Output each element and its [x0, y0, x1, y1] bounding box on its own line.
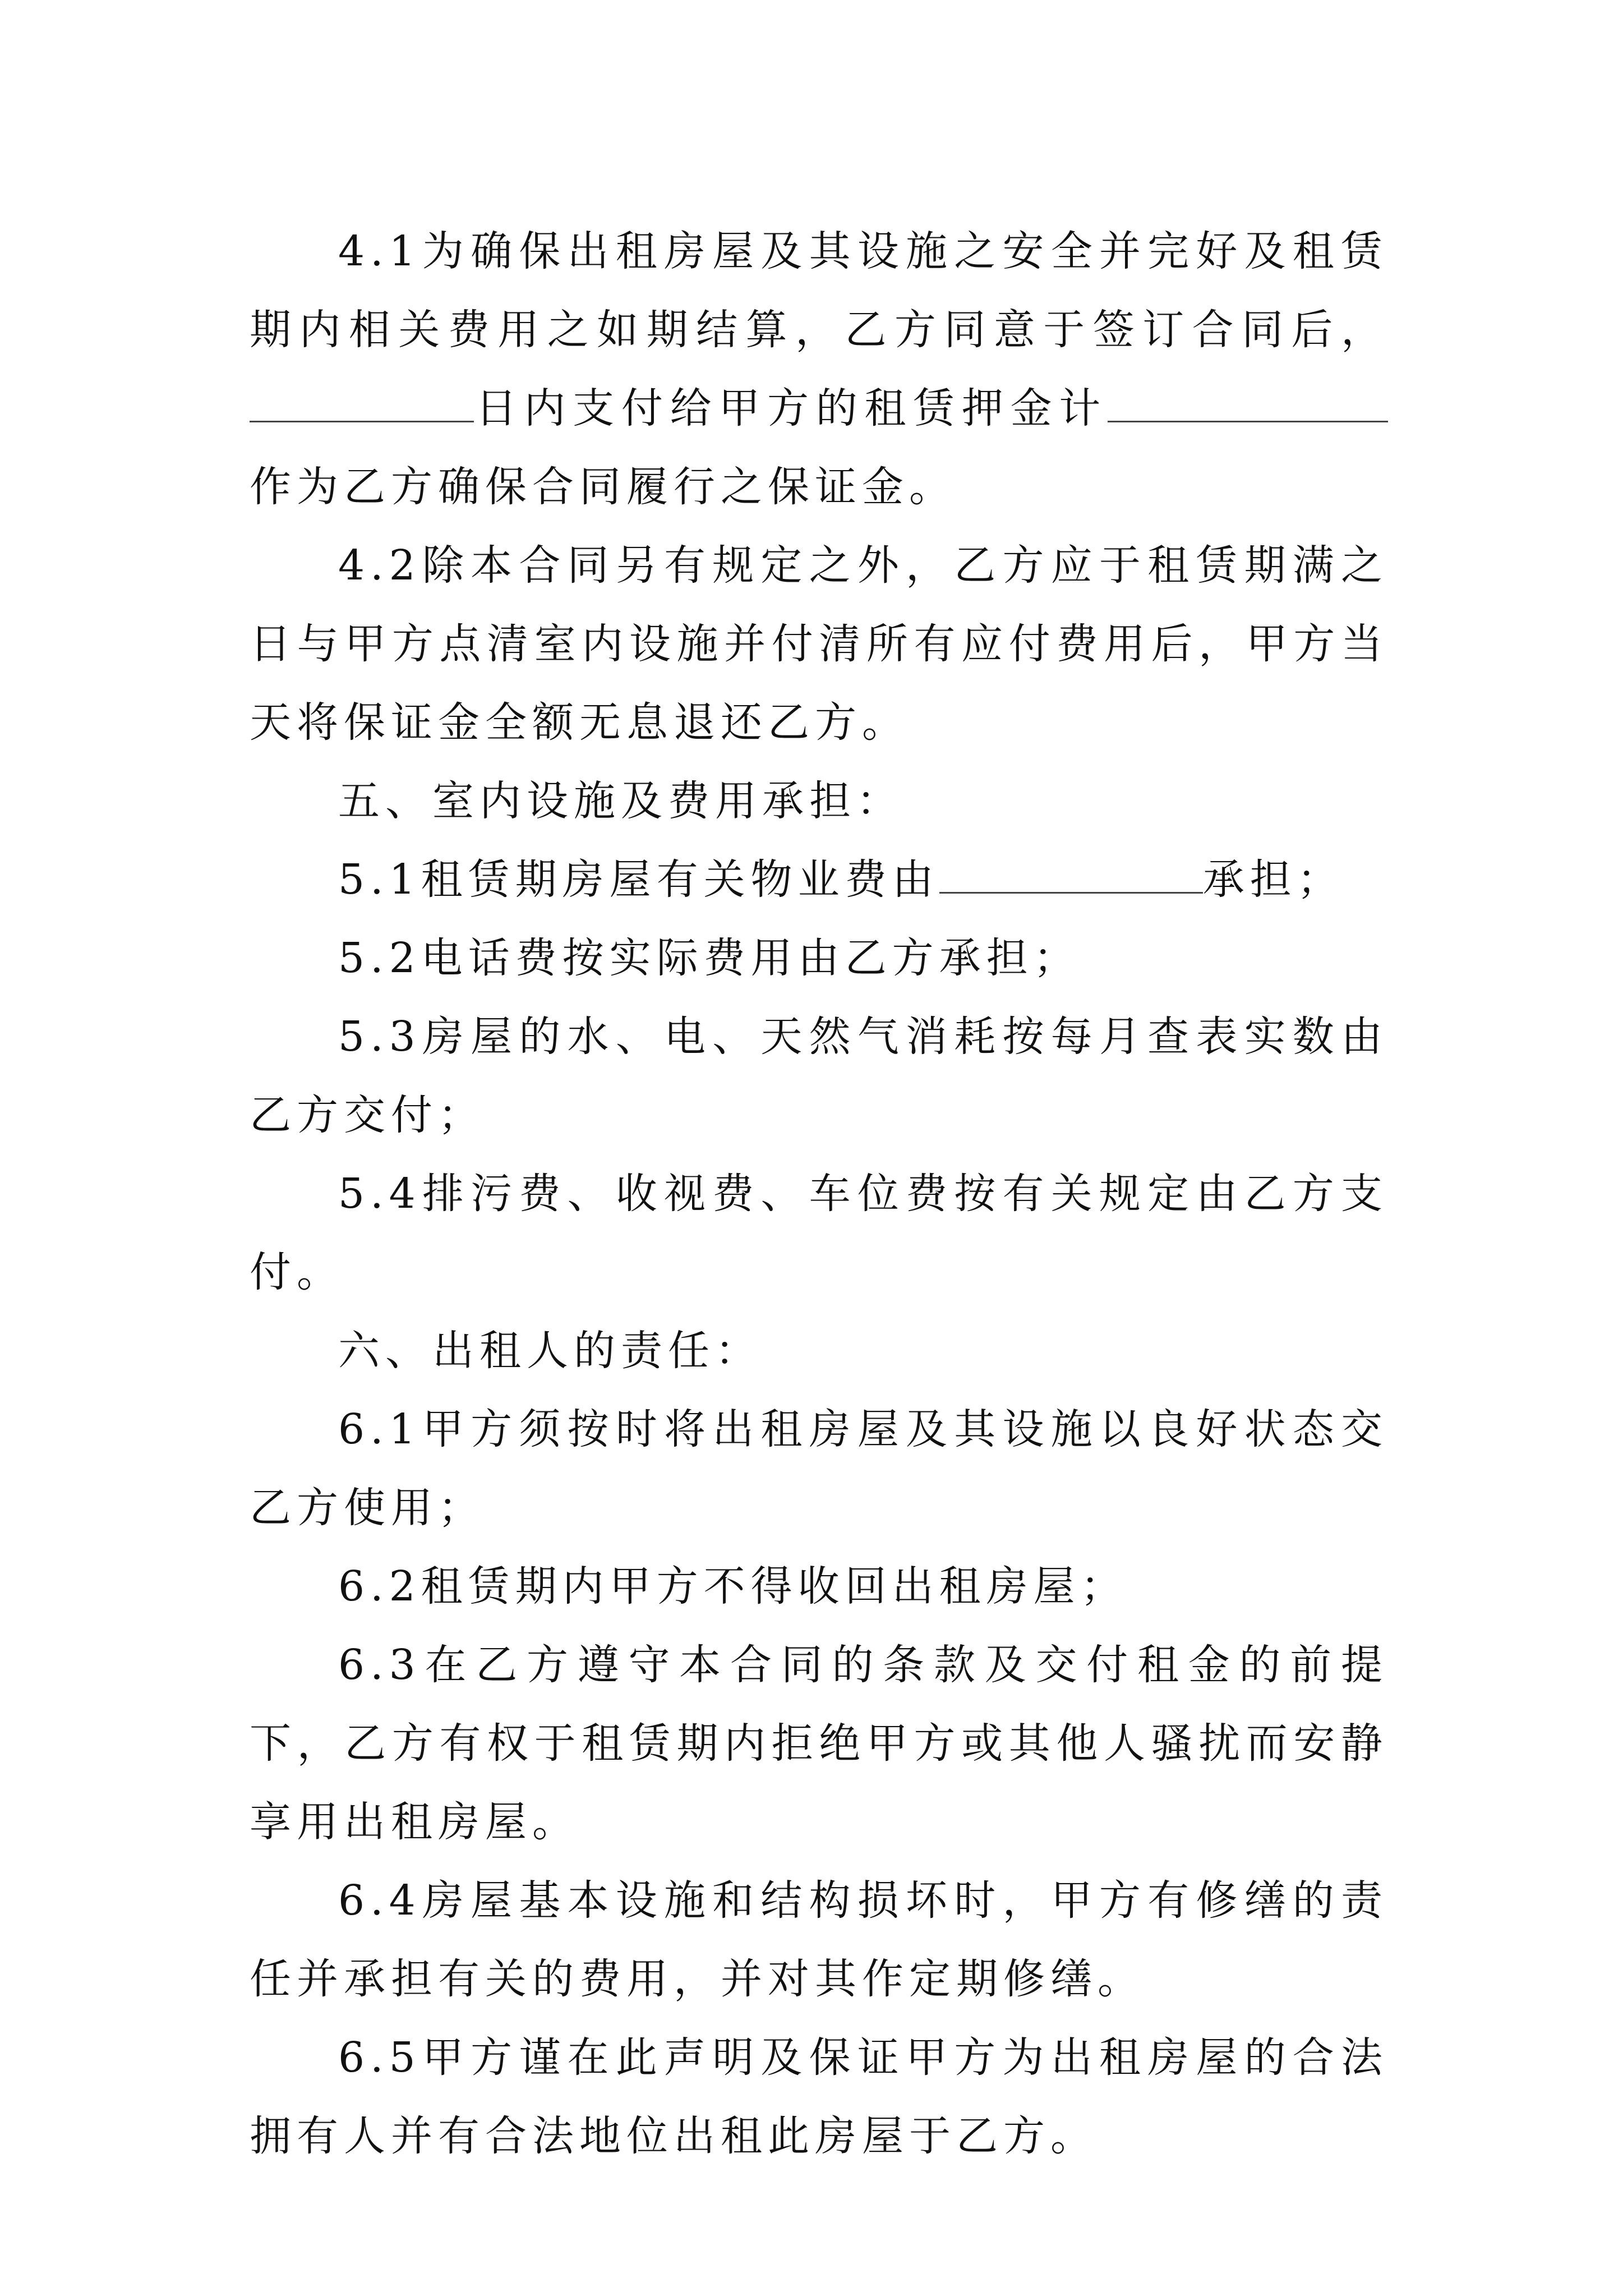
clause-5-1: [250, 840, 1388, 919]
clause-4-1: [250, 212, 1388, 526]
blank-property-fee-party: [939, 850, 1203, 894]
clause-6-2: 6.2租赁期内甲方不得收回出租房屋；: [338, 1562, 1128, 1611]
clause-5-1-text-a: 5.1租赁期房屋有关物业费由: [338, 855, 939, 904]
clause-6-5: 6.5甲方谨在此声明及保证甲方为出租房屋的合法拥有人并有合法地位出租此房屋于乙方。: [250, 2033, 1388, 2160]
document-body: [250, 212, 1388, 2175]
clause-6-4: 6.4房屋基本设施和结构损坏时，甲方有修缮的责任并承担有关的费用，并对其作定期修缮。: [250, 1876, 1388, 2003]
blank-deposit-amount: [1108, 379, 1388, 422]
clause-4-2: 4.2除本合同另有规定之外，乙方应于租赁期满之日与甲方点清室内设施并付清所有应付费用后，甲方当天将保证金全额无息退还乙方。: [250, 541, 1388, 747]
clause-5-4: 5.4排污费、收视费、车位费按有关规定由乙方支付。: [250, 1170, 1388, 1296]
clause-6-1: 6.1甲方须按时将出租房屋及其设施以良好状态交乙方使用；: [250, 1405, 1388, 1532]
clause-4-1-text-c: 作为乙方确保合同履行之保证金。: [250, 463, 956, 511]
clause-4-1-text-b: 日内支付给甲方的租赁押金计: [474, 384, 1108, 432]
clause-5-2: 5.2电话费按实际费用由乙方承担；: [338, 934, 1081, 982]
clause-5-1-text-b: 承担；: [1202, 855, 1344, 904]
blank-days: [250, 379, 474, 422]
section-5-heading: 五、室内设施及费用承担：: [338, 777, 903, 825]
clause-5-3: 5.3房屋的水、电、天然气消耗按每月查表实数由乙方交付；: [250, 1013, 1388, 1139]
section-6-heading: 六、出租人的责任：: [338, 1327, 762, 1375]
clause-6-3: 6.3在乙方遵守本合同的条款及交付租金的前提下，乙方有权于租赁期内拒绝甲方或其他人骚扰而安静享用出租房屋。: [250, 1641, 1388, 1846]
clause-4-1-text-a: 4.1为确保出租房屋及其设施之安全并完好及租赁期内相关费用之如期结算，乙方同意于签订合同后，: [250, 227, 1388, 354]
